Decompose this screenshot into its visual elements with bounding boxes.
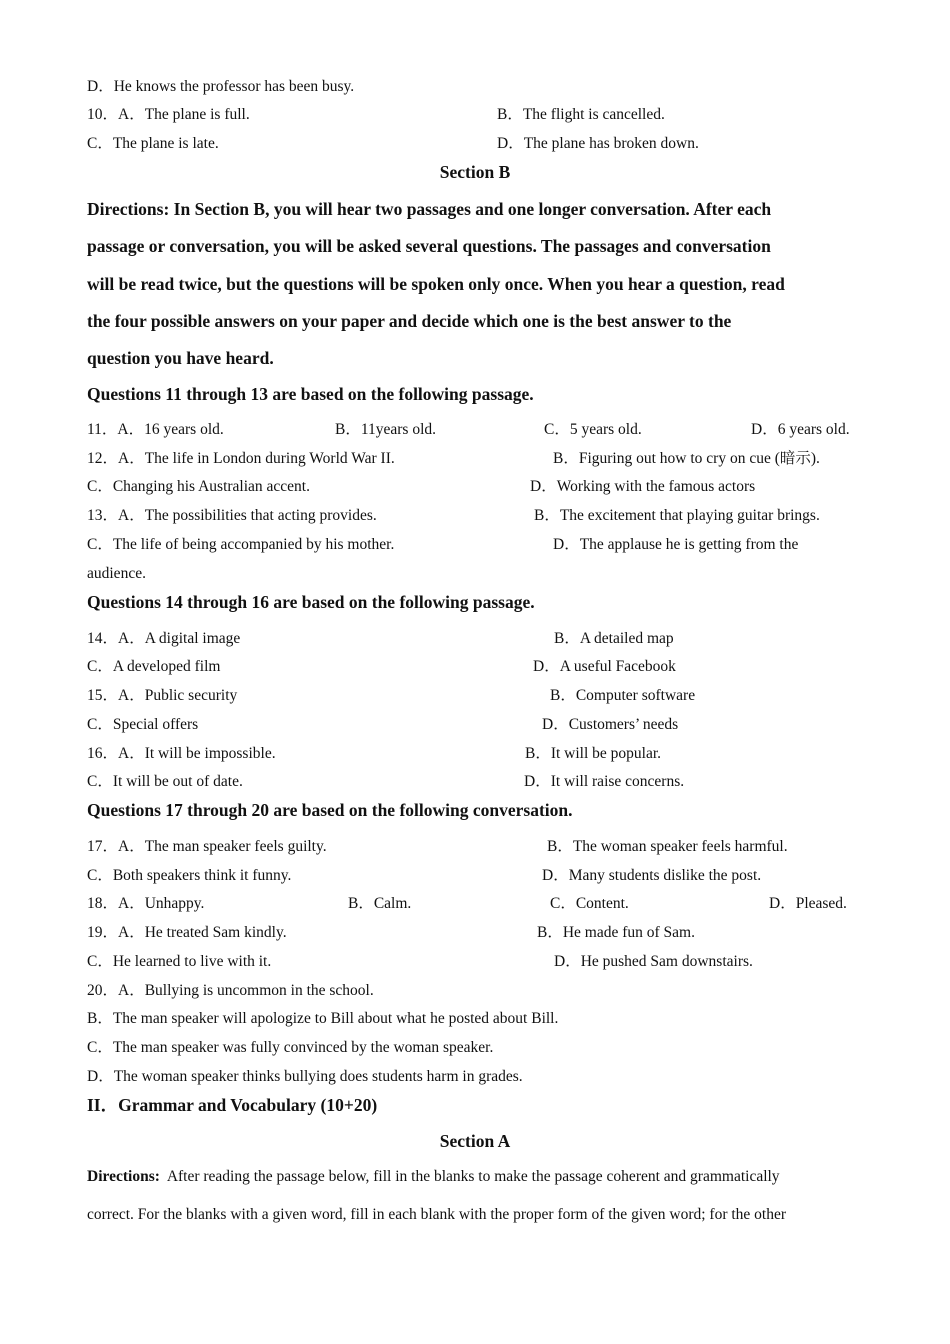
q15-option-a: 15．A．Public security [87, 687, 238, 704]
q11-option-c: C．5 years old. [544, 421, 642, 438]
questions-17-20-heading: Questions 17 through 20 are based on the following conversation. [87, 800, 573, 820]
q12-option-b: B．Figuring out how to cry on cue (暗示). [553, 450, 820, 467]
q19-option-d: D．He pushed Sam downstairs. [554, 953, 753, 970]
q14-option-b: B．A detailed map [554, 630, 674, 647]
q19-option-b: B．He made fun of Sam. [537, 924, 695, 941]
q20-option-c: C．The man speaker was fully convinced by the woman speaker. [87, 1039, 494, 1056]
q13-option-b: B．The excitement that playing guitar brings. [534, 507, 820, 524]
q9-option-d: D．He knows the professor has been busy. [87, 78, 355, 95]
q17-option-b: B．The woman speaker feels harmful. [547, 838, 788, 855]
q14-option-d: D．A useful Facebook [533, 658, 676, 675]
q11-option-b: B．11years old. [335, 421, 437, 438]
q10-option-b: B．The flight is cancelled. [497, 106, 665, 123]
q17-option-a: 17．A．The man speaker feels guilty. [87, 838, 327, 855]
q20-option-a: 20．A．Bullying is uncommon in the school. [87, 982, 374, 999]
q15-option-b: B．Computer software [550, 687, 696, 704]
section-b-title: Section B [439, 162, 511, 182]
q10-option-a: 10．A．The plane is full. [87, 106, 250, 123]
q18-option-b: B．Calm. [348, 895, 412, 912]
q16-option-a: 16．A．It will be impossible. [87, 745, 276, 762]
directions-line: the four possible answers on your paper and decide which one is the best answer to the [87, 311, 732, 331]
q12-option-c: C．Changing his Australian accent. [87, 478, 310, 495]
q17-option-c: C．Both speakers think it funny. [87, 867, 292, 884]
section-a-directions-line [87, 1167, 780, 1187]
questions-11-13-heading: Questions 11 through 13 are based on the following passage. [87, 384, 534, 404]
directions-line: question you have heard. [87, 348, 274, 368]
q20-option-d: D．The woman speaker thinks bullying does students harm in grades. [87, 1068, 523, 1085]
q18-option-d: D．Pleased. [769, 895, 847, 912]
q19-option-a: 19．A．He treated Sam kindly. [87, 924, 287, 941]
q11-option-a: 11．A．16 years old. [87, 421, 224, 438]
q11-option-d: D．6 years old. [751, 421, 850, 438]
q14-option-c: C．A developed film [87, 658, 221, 675]
q13-option-c: C．The life of being accompanied by his mother. [87, 536, 395, 553]
q12-option-d: D．Working with the famous actors [530, 478, 756, 495]
questions-14-16-heading: Questions 14 through 16 are based on the following passage. [87, 592, 535, 612]
q10-option-d: D．The plane has broken down. [497, 135, 699, 152]
q10-option-c: C．The plane is late. [87, 135, 219, 152]
directions-line: passage or conversation, you will be asked several questions. The passages and conversation [87, 236, 771, 256]
q19-option-c: C．He learned to live with it. [87, 953, 272, 970]
q20-option-b: B．The man speaker will apologize to Bill about what he posted about Bill. [87, 1010, 559, 1027]
q18-option-a: 18．A．Unhappy. [87, 895, 205, 912]
q15-option-c: C．Special offers [87, 716, 199, 733]
q18-option-c: C．Content. [550, 895, 629, 912]
directions-line: will be read twice, but the questions will be spoken only once. When you hear a question, read [87, 274, 785, 294]
section-a-title: Section A [439, 1131, 511, 1151]
q16-option-c: C．It will be out of date. [87, 773, 243, 790]
q15-option-d: D．Customers’ needs [542, 716, 679, 733]
q13-option-a: 13．A．The possibilities that acting provides. [87, 507, 377, 524]
directions-line: Directions: In Section B, you will hear two passages and one longer conversation. After each [87, 199, 772, 219]
section-a-directions-line: correct. For the blanks with a given word, fill in each blank with the proper form of the given word; for the other [87, 1206, 787, 1223]
q17-option-d: D．Many students dislike the post. [542, 867, 762, 884]
q16-option-b: B．It will be popular. [525, 745, 662, 762]
part-ii-heading: II．Grammar and Vocabulary (10+20) [87, 1095, 378, 1115]
q14-option-a: 14．A．A digital image [87, 630, 241, 647]
q13-option-d-continued: audience. [87, 565, 146, 582]
q13-option-d: D．The applause he is getting from the [553, 536, 799, 553]
directions-label: Directions: [87, 1168, 160, 1185]
q16-option-d: D．It will raise concerns. [524, 773, 685, 790]
q12-option-a: 12．A．The life in London during World War II. [87, 450, 395, 467]
directions-text: After reading the passage below, fill in the blanks to make the passage coherent and grammatically [166, 1168, 780, 1185]
